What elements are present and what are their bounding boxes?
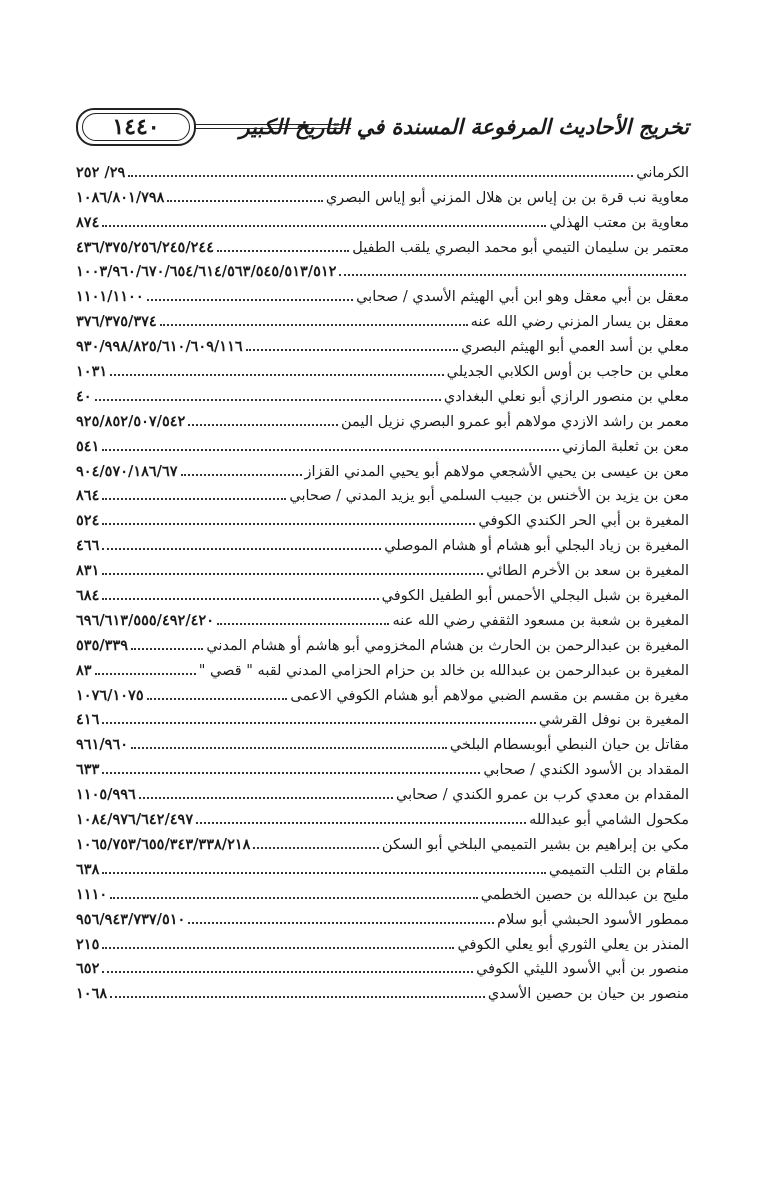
entry-name: المغيرة بن أبي الحر الكندي الكوفي <box>478 513 689 530</box>
leader-dots <box>246 348 458 351</box>
entry-references: ٩٠٤/٥٧٠/١٨٦/٦٧ <box>76 462 178 480</box>
page-number: ١٤٤٠ <box>112 114 160 140</box>
entry-name: معن بن يزيد بن الأخنس بن جبيب السلمي أبو يزيد المدني / صحابي <box>289 488 689 505</box>
leader-dots <box>102 871 546 874</box>
index-entry <box>76 977 689 1002</box>
entry-name: معن بن ثعلبة المازني <box>561 438 689 455</box>
page-title: تخريج الأحاديث المرفوعة المسندة في التاريخ الكبير <box>239 114 689 139</box>
leader-dots <box>217 622 389 625</box>
index-entry <box>76 480 689 505</box>
index-entry <box>76 206 689 231</box>
entry-references: ١٠٨٤/٩٧٦/٦٤٢/٤٩٧ <box>76 811 194 829</box>
index-entry <box>76 679 689 704</box>
entry-references: ٩٢٥/٨٥٢/٥٠٧/٥٤٢ <box>76 412 186 430</box>
leader-dots <box>102 946 454 949</box>
index-entry <box>76 156 689 181</box>
entry-references: ٥٤١ <box>76 437 100 455</box>
entry-name: معلي بن منصور الرازي أبو نعلي البغدادي <box>443 388 689 405</box>
index-entries <box>76 156 689 1002</box>
leader-dots <box>102 224 546 227</box>
index-entry <box>76 231 689 256</box>
entry-references: ٨٦٤ <box>76 487 100 505</box>
leader-dots <box>95 398 441 401</box>
leader-dots <box>167 199 322 202</box>
entry-references: ٦٣٨ <box>76 860 100 878</box>
entry-references: ١١١٠ <box>76 885 108 903</box>
leader-dots <box>253 846 378 849</box>
index-entry <box>76 928 689 953</box>
entry-name: المغيرة بن نوفل القرشي <box>538 712 689 729</box>
leader-dots <box>102 721 535 724</box>
leader-dots <box>147 697 288 700</box>
entry-name: معقل بن يسار المزني رضي الله عنه <box>470 314 689 331</box>
entry-references: ٨٣ <box>76 661 92 679</box>
entry-references: ٩٥٦/٩٤٣/٧٣٧/٥١٠ <box>76 910 186 928</box>
entry-name: معاوية نب قرة بن بن إياس بن هلال المزني أبو إياس البصري <box>325 189 689 206</box>
entry-references: ٢١٥ <box>76 935 100 953</box>
leader-dots <box>339 273 686 276</box>
index-entry <box>76 654 689 679</box>
entry-name: المغيرة بن شعبة بن مسعود الثقفي رضي الله عنه <box>392 612 689 629</box>
leader-dots <box>102 547 381 550</box>
leader-dots <box>110 995 485 998</box>
index-entry <box>76 355 689 380</box>
entry-references: ١١٠٥/٩٩٦ <box>76 786 136 804</box>
index-entry <box>76 380 689 405</box>
leader-dots <box>188 423 338 426</box>
entry-name: المغيرة بن زياد البجلي أبو هشام أو هشام الموصلي <box>384 538 689 555</box>
entry-references: ٨٣١ <box>76 562 100 580</box>
leader-dots <box>110 373 444 376</box>
leader-dots <box>188 921 494 924</box>
index-entry <box>76 504 689 529</box>
leader-dots <box>181 473 302 476</box>
index-entry <box>76 256 689 281</box>
entry-name: ممطور الأسود الحبشي أبو سلام <box>497 911 689 928</box>
entry-name: ملقام بن التلب التميمي <box>548 861 689 878</box>
entry-name: معتمر بن سليمان التيمي أبو محمد البصري يلقب الطفيل <box>352 239 689 256</box>
index-entry <box>76 181 689 206</box>
entry-references: ١٠٦٨ <box>76 985 108 1003</box>
leader-dots <box>139 796 393 799</box>
index-entry <box>76 903 689 928</box>
entry-references: ٦٥٢ <box>76 960 100 978</box>
index-entry <box>76 579 689 604</box>
entry-name: مغيرة بن مقسم بن مقسم الضبي مولاهم أبو هشام الكوفي الاعمى <box>290 687 689 704</box>
leader-dots <box>131 647 203 650</box>
entry-references: ٥٢٤ <box>76 512 100 530</box>
leader-dots <box>147 298 353 301</box>
entry-name: المغيرة بن شبل البجلي الأحمس أبو الطفيل الكوفي <box>381 588 689 605</box>
entry-name: المغيرة بن عبدالرحمن بن الحارث بن هشام المخزومي أبو هاشم أو هشام المدني <box>206 637 689 654</box>
entry-name: المقداد بن الأسود الكندي / صحابي <box>483 762 689 779</box>
leader-dots <box>196 821 526 824</box>
leader-dots <box>110 896 478 899</box>
entry-name: المغيرة بن سعد بن الأخرم الطائي <box>486 563 689 580</box>
page-header <box>76 108 689 148</box>
entry-references: ٣٧٦/٣٧٥/٣٧٤ <box>76 313 157 331</box>
entry-references: ٩٣٠/٩٩٨/٨٢٥/٦١٠/٦٠٩/١١٦ <box>76 338 243 356</box>
entry-name: الكرماني <box>636 164 689 181</box>
entry-name: المغيرة بن عبدالرحمن بن عبدالله بن خالد بن حزام الحزامي المدني لقبه " قصي " <box>198 662 689 679</box>
leader-dots <box>102 497 286 500</box>
header-rule <box>194 124 351 129</box>
entry-references: ٦٣٣ <box>76 761 100 779</box>
index-entry <box>76 728 689 753</box>
entry-name: المقدام بن معدي كرب بن عمرو الكندي / صحابي <box>395 787 689 804</box>
index-entry <box>76 878 689 903</box>
entry-name: معمر بن راشد الازدي مولاهم أبو عمرو البصري نزيل اليمن <box>340 413 689 430</box>
entry-references: ١٠٣١ <box>76 363 108 381</box>
page-number-badge <box>76 108 196 146</box>
index-entry <box>76 455 689 480</box>
index-entry <box>76 853 689 878</box>
leader-dots <box>102 572 483 575</box>
entry-name: منصور بن أبي الأسود الليثي الكوفي <box>476 961 689 978</box>
index-entry <box>76 280 689 305</box>
entry-name: معاوية بن معتب الهذلي <box>549 214 689 231</box>
index-entry <box>76 803 689 828</box>
entry-references: ٢٩/ ٢٥٢ <box>76 163 126 181</box>
entry-name: معلي بن حاجب بن أوس الكلابي الجديلي <box>446 364 689 381</box>
index-entry <box>76 529 689 554</box>
entry-references: ١٠٨٦/٨٠١/٧٩٨ <box>76 188 165 206</box>
index-entry <box>76 778 689 803</box>
index-entry <box>76 405 689 430</box>
entry-name: المنذر بن يعلي الثوري أبو يعلي الكوفي <box>457 936 689 953</box>
leader-dots <box>131 746 447 749</box>
leader-dots <box>102 771 480 774</box>
leader-dots <box>95 672 196 675</box>
leader-dots <box>128 174 633 177</box>
index-entry <box>76 430 689 455</box>
index-entry <box>76 953 689 978</box>
entry-name: معلي بن أسد العمي أبو الهيثم البصري <box>461 339 689 356</box>
leader-dots <box>102 448 559 451</box>
entry-name: مكي بن إبراهيم بن بشير التميمي البلخي أبو السكن <box>381 836 689 853</box>
leader-dots <box>102 522 475 525</box>
index-entry <box>76 753 689 778</box>
leader-dots <box>160 323 468 326</box>
index-entry <box>76 828 689 853</box>
entry-references: ٩٦١/٩٦٠ <box>76 736 129 754</box>
index-entry <box>76 604 689 629</box>
index-entry <box>76 704 689 729</box>
entry-name: مليح بن عبدالله بن حصين الخطمي <box>480 886 689 903</box>
entry-name: منصور بن حيان بن حصين الأسدي <box>487 986 689 1003</box>
index-entry <box>76 629 689 654</box>
entry-references: ١٠٦٥/٧٥٣/٦٥٥/٣٤٣/٣٣٨/٢١٨ <box>76 835 251 853</box>
entry-name: مقاتل بن حيان النبطي أبوبسطام البلخي <box>449 737 689 754</box>
entry-references: ٦٨٤ <box>76 587 100 605</box>
entry-name: مكحول الشامي أبو عبدالله <box>529 812 689 829</box>
index-entry <box>76 330 689 355</box>
entry-references: ١١٠١/١١٠٠ <box>76 288 144 306</box>
index-entry <box>76 554 689 579</box>
leader-dots <box>217 249 349 252</box>
entry-references: ٤١٦ <box>76 711 100 729</box>
entry-references: ١٠٧٦/١٠٧٥ <box>76 686 144 704</box>
entry-references: ٤٦٦ <box>76 537 100 555</box>
entry-references: ٥٣٥/٣٣٩ <box>76 636 129 654</box>
entry-references: ١٠٠٣/٩٦٠/٦٧٠/٦٥٤/٦١٤/٥٦٣/٥٤٥/٥١٣/٥١٢ <box>76 263 337 281</box>
entry-references: ٨٧٤ <box>76 213 100 231</box>
entry-references: ٤٣٦/٣٧٥/٢٥٦/٢٤٥/٢٤٤ <box>76 238 215 256</box>
index-entry <box>76 305 689 330</box>
leader-dots <box>102 597 378 600</box>
entry-references: ٦٩٦/٦١٣/٥٥٥/٤٩٢/٤٢٠ <box>76 611 215 629</box>
entry-references: ٤٠ <box>76 387 92 405</box>
entry-name: معن بن عيسى بن يحيي الأشجعي مولاهم أبو يحيي المدني القزاز <box>304 463 689 480</box>
entry-name: معقل بن أبي معقل وهو ابن أبي الهيثم الأسدي / صحابي <box>356 289 689 306</box>
leader-dots <box>102 970 473 973</box>
